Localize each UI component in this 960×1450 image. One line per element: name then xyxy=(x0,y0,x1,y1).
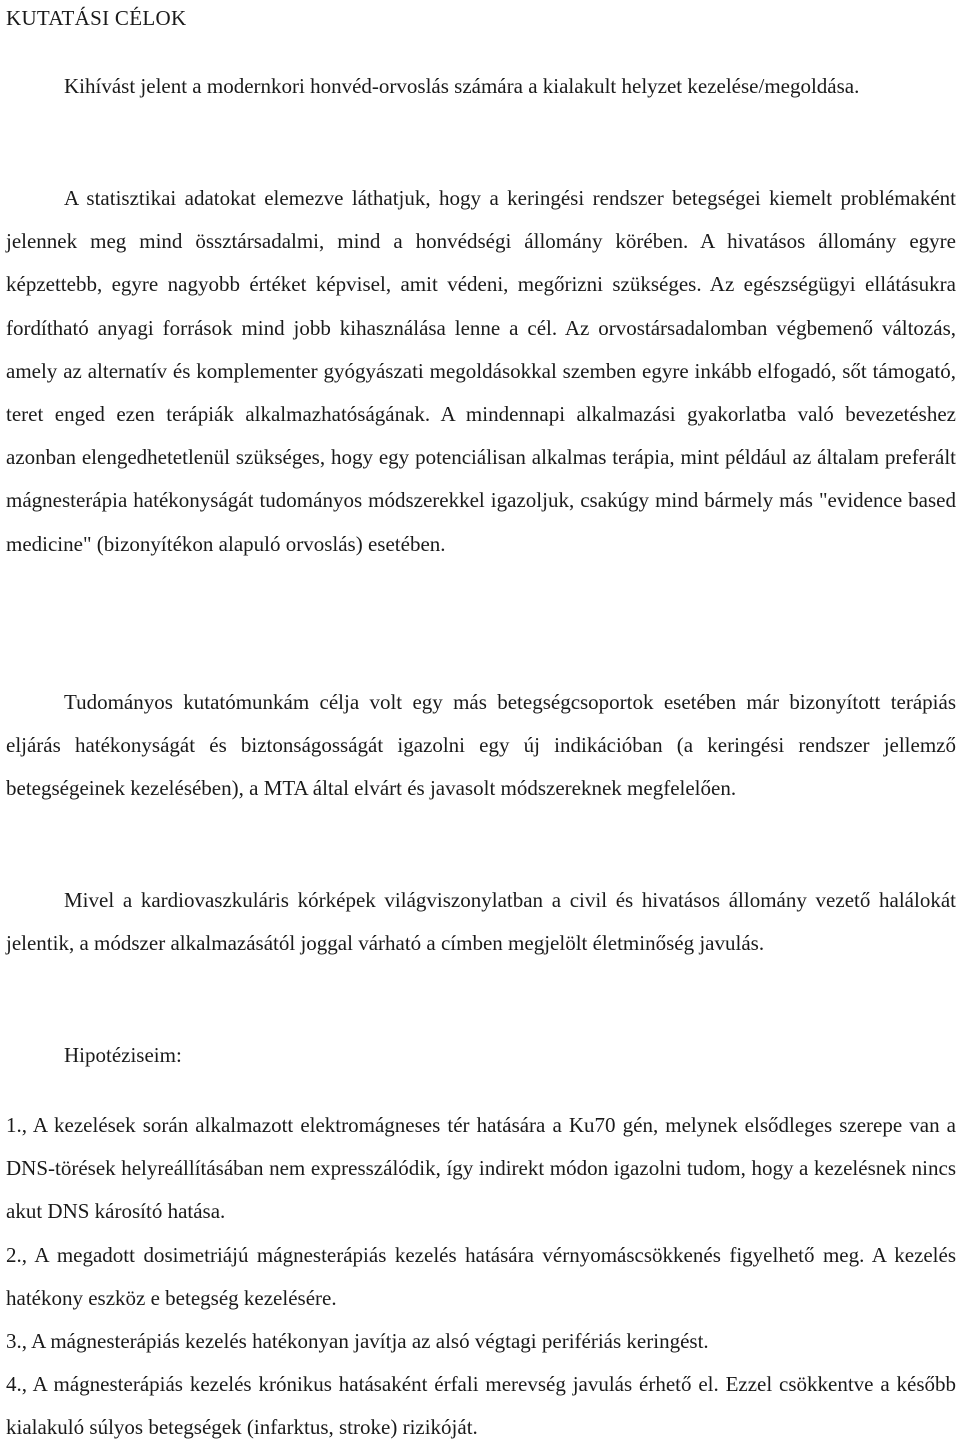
hypotheses-list xyxy=(6,1104,956,1450)
paragraph-challenge: Kihívást jelent a modernkori honvéd-orvoslás számára a kialakult helyzet kezelése/megoldása. xyxy=(64,74,860,98)
hypothesis-item-2: 2., A megadott dosimetriájú mágnesterápiás kezelés hatására vérnyomáscsökkenés figyelhető meg. A kezelés hatékony eszköz e betegség kezelésére. xyxy=(6,1242,956,1310)
section-heading: KUTATÁSI CÉLOK xyxy=(6,6,187,30)
hypotheses-title: Hipotéziseim: xyxy=(64,1043,182,1067)
hypothesis-item-4: 4., A mágnesterápiás kezelés krónikus hatásaként érfali merevség javulás érhető el. Ezzel csökkentve a később kialakuló súlyos betegségek (infarktus, stroke) rizikóját. xyxy=(6,1372,956,1440)
hypothesis-item-3: 3., A mágnesterápiás kezelés hatékonyan javítja az alsó végtagi perifériás keringést. xyxy=(6,1329,709,1354)
paragraph-statistics: A statisztikai adatokat elemezve láthatjuk, hogy a keringési rendszer betegségei kiemelt problémaként jelennek meg mind össztársadalmi, mind a honvédségi állomány körében. A hivatásos állomány egyre képzettebb, egyre nagyobb értéket képvisel, amit védeni, megőrizni szükséges. Az egészségügyi ellátásukra fordítható anyagi források mind jobb kihasználása lenne a cél. Az orvostársadalomban végbemenő változás, amely az alternatív és komplementer gyógyászati megoldásokkal szemben egyre inkább elfogadó, sőt támogató, teret enged ezen terápiák alkalmazhatóságának. A mindennapi alkalmazási gyakorlatba való bevezetéshez azonban elengedhetetlenül szükséges, hogy egy potenciálisan alkalmas terápia, mint például az általam preferált mágnesterápia hatékonyságát tudományos módszerekkel igazoljuk, csakúgy mind bármely más "evidence based medicine" (bizonyítékon alapuló orvoslás) esetében. xyxy=(6,186,956,556)
paragraph-expected-benefit: Mivel a kardiovaszkuláris kórképek világviszonylatban a civil és hivatásos állomány vezető halálokát jelentik, a módszer alkalmazásától joggal várható a címben megjelölt életminőség javulás. xyxy=(6,888,956,956)
hypothesis-item-1: 1., A kezelések során alkalmazott elektromágneses tér hatására a Ku70 gén, melynek elsődleges szerepe van a DNS-törések helyreállításában nem expresszálódik, így indirekt módon igazolni tudom, hogy a kezelésnek nincs akut DNS károsító hatása. xyxy=(6,1113,956,1224)
paragraph-research-goal: Tudományos kutatómunkám célja volt egy más betegségcsoportok esetében már bizonyított terápiás eljárás hatékonyságát és biztonságosságát igazolni egy új indikációban (a keringési rendszer jellemző betegségeinek kezelésében), a MTA által elvárt és javasolt módszereknek megfelelően. xyxy=(6,690,956,801)
